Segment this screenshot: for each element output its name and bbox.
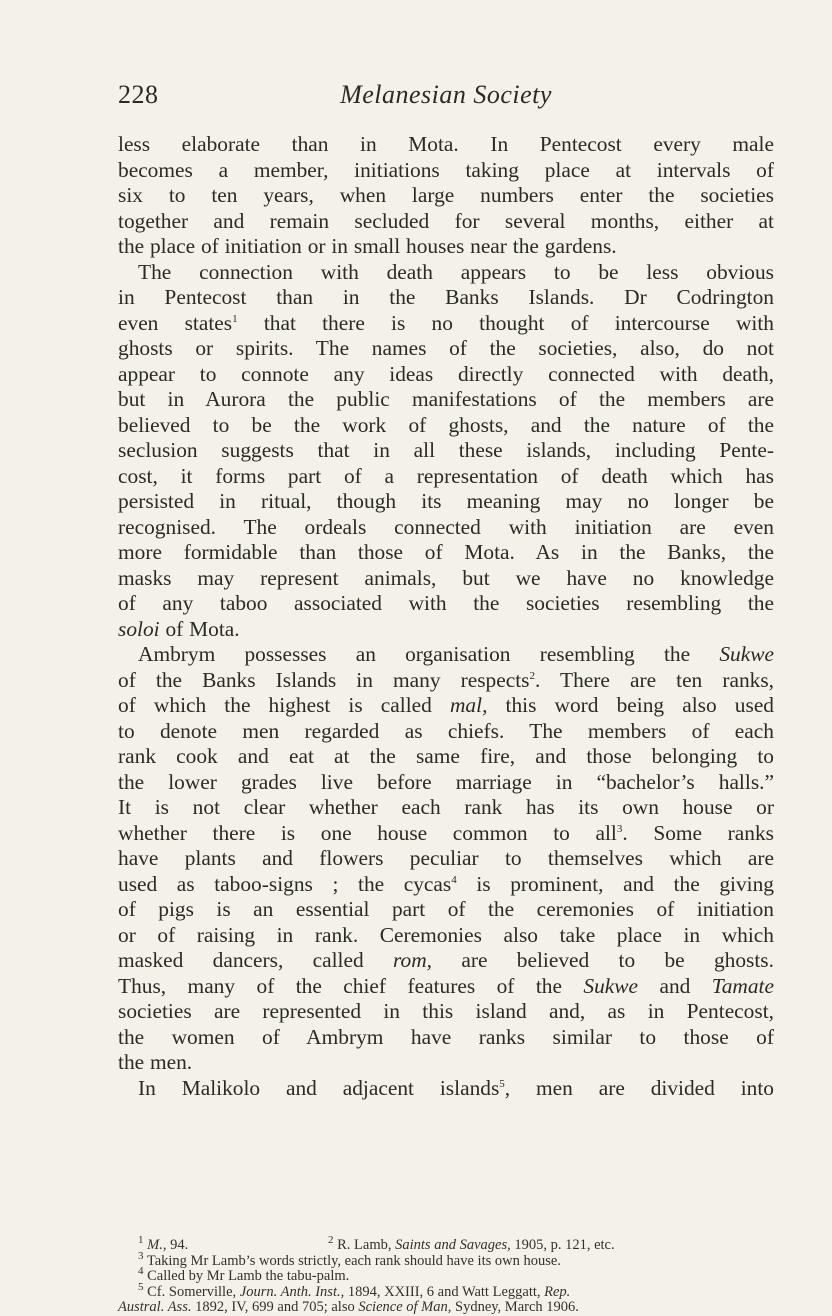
text-line: or of raising in rank. Ceremonies also take place in which: [118, 922, 774, 947]
footnote-number: 4: [138, 1265, 144, 1278]
text-run: Called by Mr Lamb the tabu-palm.: [147, 1268, 350, 1284]
footnote-1-2: [118, 1234, 774, 1254]
paragraph-4: [118, 1076, 774, 1102]
footnote-ref-4: 4: [451, 873, 457, 886]
text-run: of the Banks Islands in many respects: [118, 667, 530, 692]
text-line: less elaborate than in Mota. In Pentecost every male: [118, 132, 774, 156]
italic-term: Science of Man,: [358, 1299, 452, 1315]
paragraph-2: [118, 260, 774, 643]
italic-term: M.: [147, 1237, 163, 1253]
text-run: and: [638, 973, 712, 998]
footnotes: [118, 1234, 774, 1316]
page-number: 228: [118, 80, 159, 109]
italic-term: Sukwe: [719, 642, 774, 666]
footnote-5-cont: [118, 1300, 774, 1316]
italic-term: Tamate: [711, 973, 774, 998]
text-line: seclusion suggests that in all these islands, including Pente-: [118, 438, 774, 462]
italic-term: Rep.: [544, 1283, 571, 1300]
text-run: Cf. Somerville,: [147, 1283, 240, 1300]
text-line: to denote men regarded as chiefs. The members of each: [118, 718, 774, 743]
text-run: is prominent, and the giving: [456, 871, 774, 896]
text-line: the women of Ambrym have ranks similar to those of: [118, 1024, 774, 1049]
footnote-ref-3: 3: [616, 822, 623, 835]
text-line: masks may represent animals, but we have no knowledge: [118, 565, 774, 590]
footnote-number: 2: [328, 1234, 334, 1247]
text-line: [118, 821, 774, 847]
text-run: whether there is one house common to all: [118, 820, 617, 845]
italic-term: Saints and Savages,: [395, 1237, 511, 1253]
text-line: cost, it forms part of a representation of death which has: [118, 463, 774, 488]
text-line: appear to connote any ideas directly connected with death,: [118, 361, 774, 386]
text-line: [118, 693, 774, 719]
paragraph-3: [118, 642, 774, 1076]
page-header: [118, 80, 774, 120]
text-run: Taking Mr Lamb’s words strictly, each rank should have its own house.: [146, 1252, 561, 1269]
text-line: [118, 1076, 774, 1102]
text-line: persisted in ritual, though its meaning may no longer be: [118, 489, 774, 513]
footnote-number: 1: [138, 1234, 144, 1247]
text-line: [118, 617, 774, 643]
footnote-2: [288, 1234, 615, 1254]
text-line: becomes a member, initiations taking place at intervals of: [118, 157, 774, 182]
footnote-ref-2: 2: [529, 669, 535, 682]
text-run: are believed to be ghosts.: [432, 948, 774, 972]
text-run: , 94.: [162, 1237, 189, 1253]
text-run: 1905, p. 121, etc.: [510, 1237, 615, 1253]
text-line: six to ten years, when large numbers enter the societies: [118, 183, 774, 207]
footnote-3: [118, 1249, 774, 1270]
footnote-number: 5: [138, 1280, 144, 1293]
text-line: the men.: [118, 1050, 193, 1074]
text-line: [118, 642, 774, 668]
text-run: of which the highest is called: [118, 693, 450, 717]
paragraph-1: [118, 132, 774, 260]
text-line: together and remain secluded for several months, either at: [118, 208, 774, 233]
text-run: . Some ranks: [622, 820, 774, 845]
italic-term: Austral. Ass.: [118, 1299, 192, 1315]
text-line: believed to be the work of ghosts, and the nature of the: [118, 412, 774, 437]
text-run: R. Lamb,: [337, 1237, 396, 1253]
italic-term: soloi: [118, 616, 160, 641]
text-line: in Pentecost than in the Banks Islands. Dr Codrington: [118, 285, 774, 309]
text-line: [118, 948, 774, 974]
text-run: 1894, XXIII, 6 and Watt Leggatt,: [344, 1283, 545, 1300]
text-run: , men are divided into: [504, 1075, 774, 1100]
text-run: that there is no thought of intercourse with: [237, 310, 774, 335]
text-line: ghosts or spirits. The names of the societies, also, do not: [118, 336, 774, 360]
text-line: It is not clear whether each rank has its own house or: [118, 795, 774, 819]
text-line: societies are represented in this island and, as in Pentecost,: [118, 999, 774, 1023]
text-line: [118, 311, 774, 337]
footnote-4: [118, 1265, 774, 1285]
text-run: even states: [118, 310, 233, 335]
text-line: but in Aurora the public manifestations of the members are: [118, 387, 774, 411]
text-line: of any taboo associated with the societies resembling the: [118, 591, 774, 615]
italic-term: Journ. Anth. Inst.,: [239, 1283, 345, 1300]
text-run: Ambrym possesses an organisation resembling the: [138, 642, 720, 666]
text-line: the lower grades live before marriage in “bachelor’s halls.”: [118, 769, 774, 794]
text-run: Thus, many of the chief features of the: [118, 973, 584, 998]
text-line: of pigs is an essential part of the ceremonies of initiation: [118, 897, 774, 921]
text-run: In Malikolo and adjacent islands: [138, 1075, 500, 1100]
body-text: [118, 132, 774, 1101]
italic-term: mal,: [449, 693, 488, 717]
footnote-5: [118, 1280, 774, 1301]
text-run: this word being also used: [487, 693, 775, 717]
text-run: used as taboo-signs ; the cycas: [118, 871, 452, 896]
text-run: . There are ten ranks,: [534, 667, 775, 692]
text-run: of Mota.: [159, 616, 240, 641]
text-line: rank cook and eat at the same fire, and those belonging to: [118, 744, 774, 768]
text-line: have plants and flowers peculiar to themselves which are: [118, 846, 774, 870]
text-line: recognised. The ordeals connected with initiation are even: [118, 514, 774, 539]
text-run: masked dancers, called: [118, 948, 393, 972]
text-run: 1892, IV, 699 and 705; also: [191, 1299, 359, 1315]
footnote-ref-1: 1: [232, 312, 238, 325]
running-title: Melanesian Society: [340, 80, 552, 109]
italic-term: rom,: [393, 948, 433, 972]
text-run: Sydney, March 1906.: [451, 1299, 579, 1315]
italic-term: Sukwe: [583, 973, 639, 998]
text-line: [118, 668, 774, 694]
footnote-ref-5: 5: [499, 1077, 505, 1090]
text-line: [118, 872, 774, 898]
text-line: [118, 974, 774, 1000]
text-line: The connection with death appears to be less obvious: [138, 259, 774, 284]
footnote-number: 3: [138, 1249, 144, 1262]
text-line: the place of initiation or in small houses near the gardens.: [118, 234, 617, 258]
text-line: more formidable than those of Mota. As in the Banks, the: [118, 540, 774, 564]
